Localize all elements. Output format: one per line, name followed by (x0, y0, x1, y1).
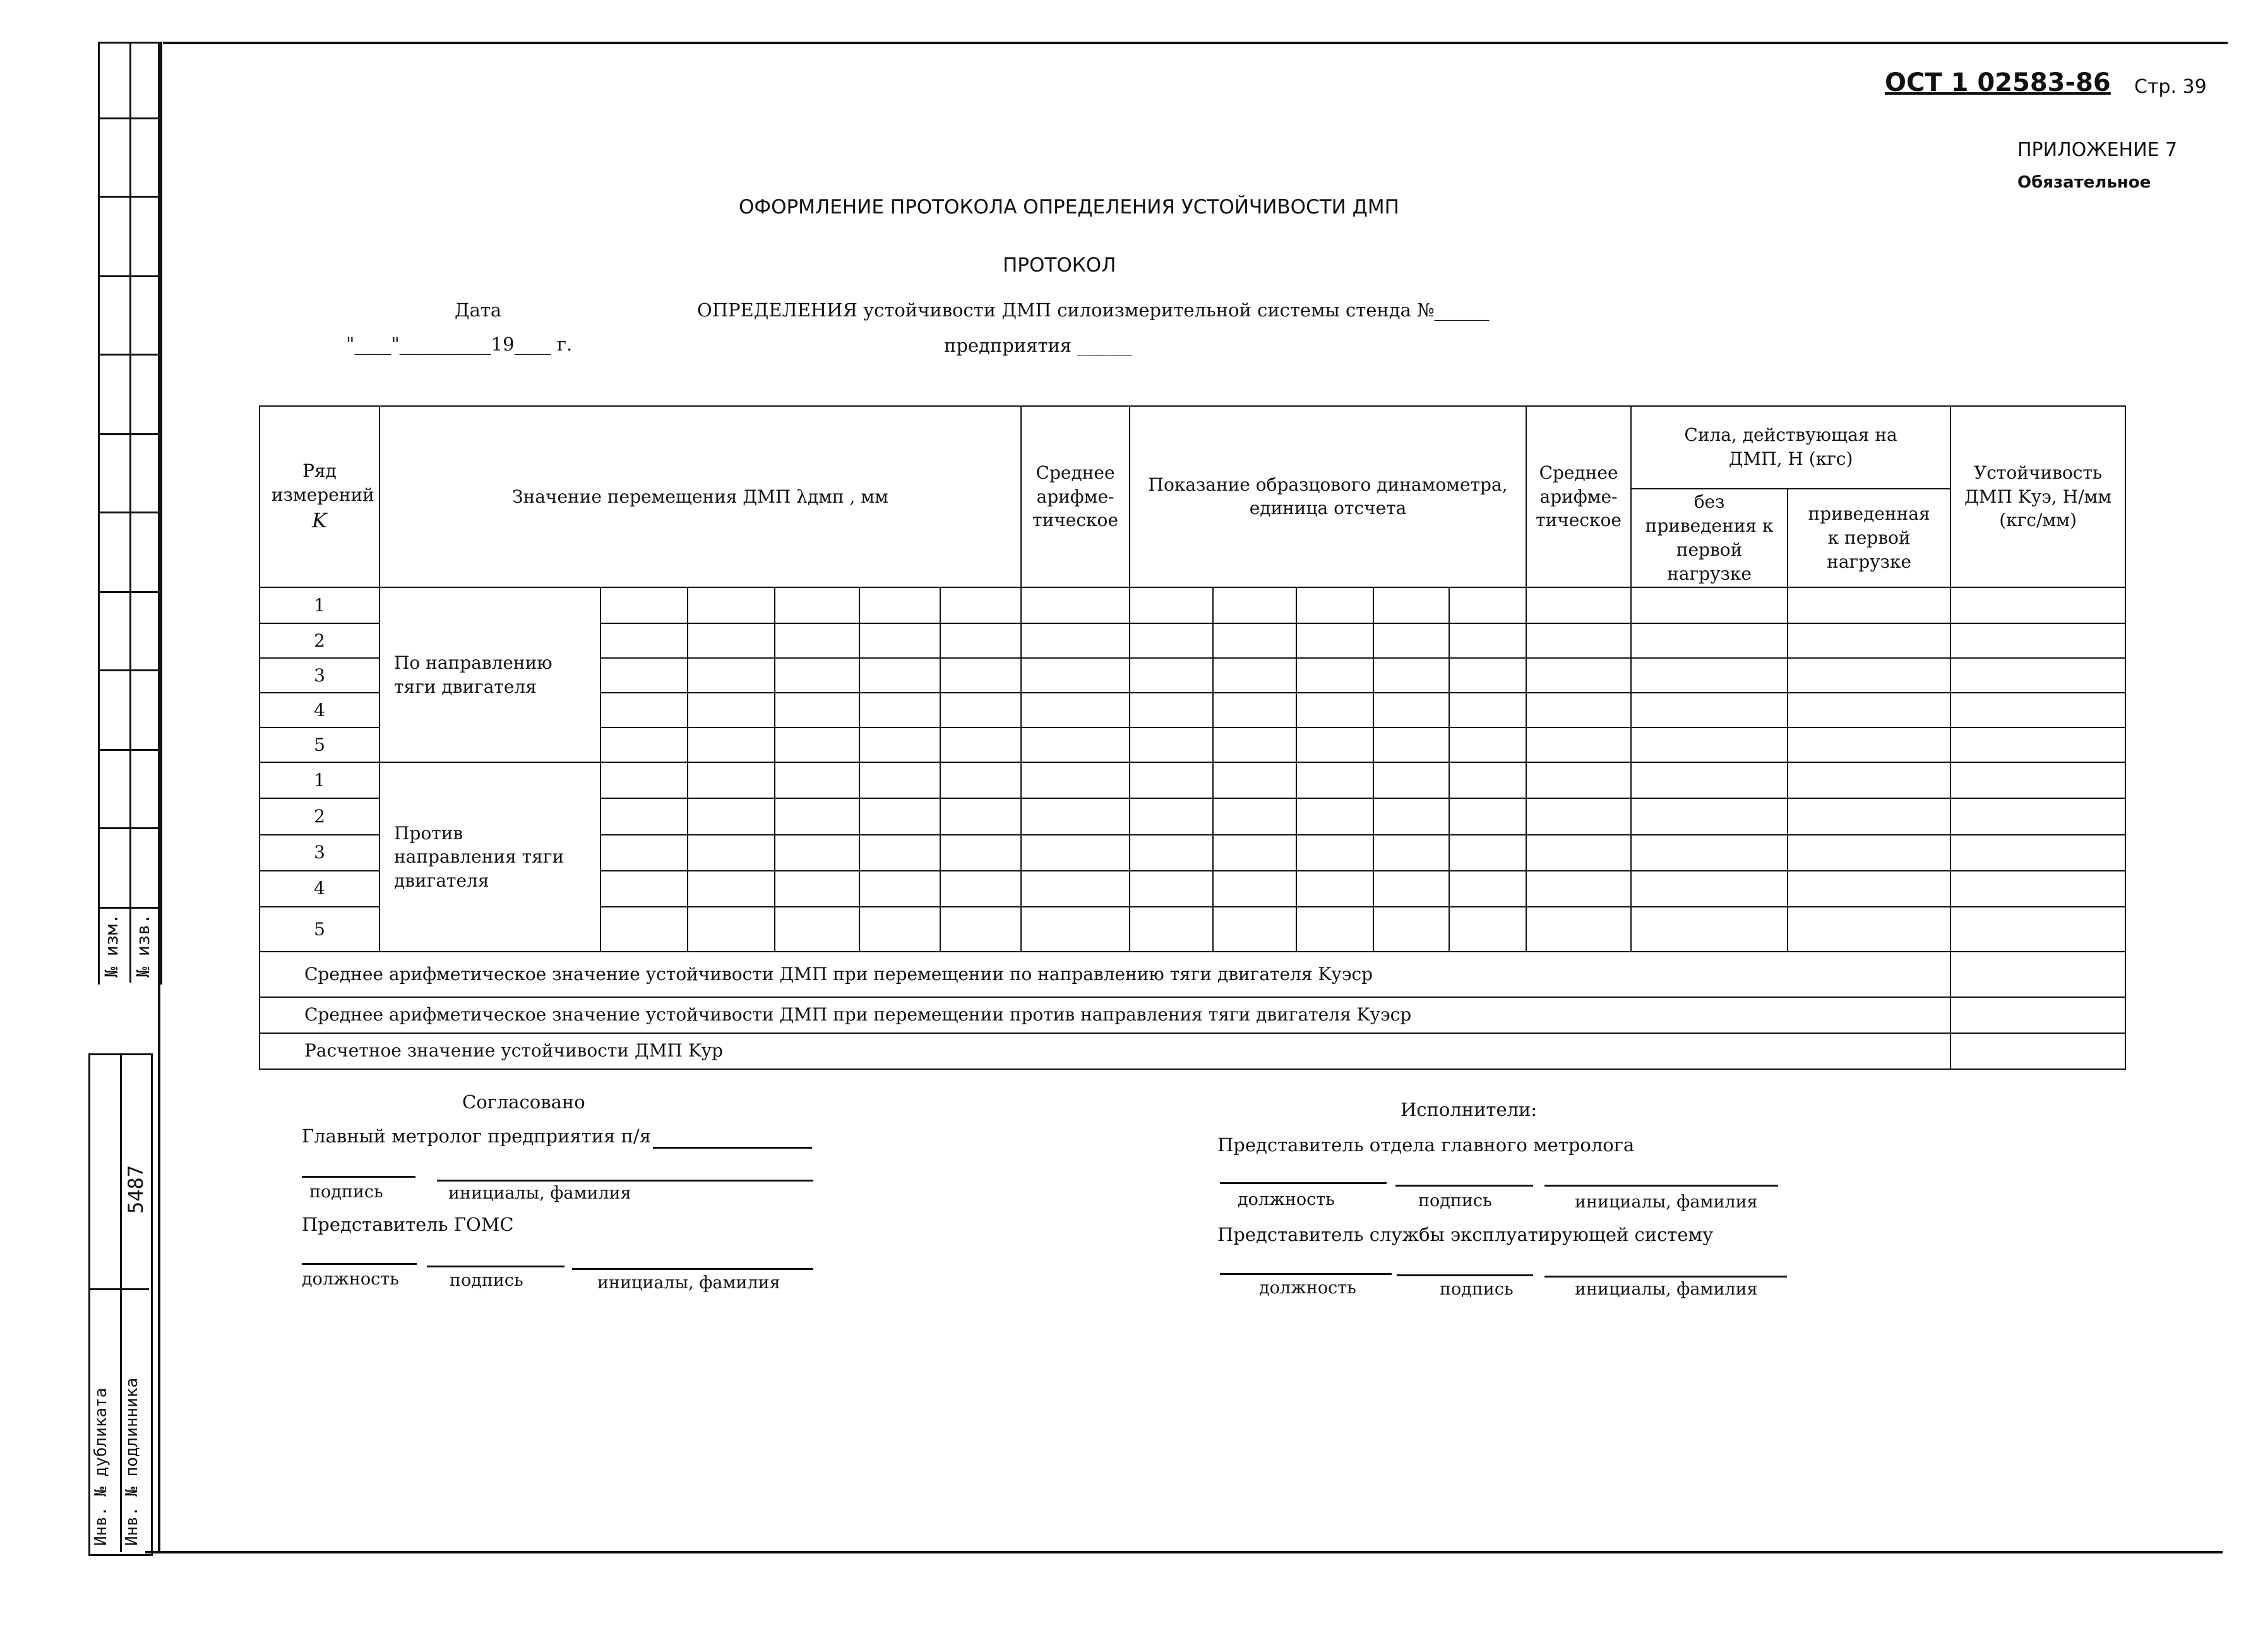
summary-row-forward: Среднее арифметическое значение устойчивости ДМП при перемещении по направлению тяги двигателя Kуэср (260, 952, 1950, 997)
position-line[interactable] (1220, 1273, 1392, 1275)
data-cell[interactable] (1296, 835, 1373, 871)
data-cell[interactable] (688, 623, 775, 658)
data-cell[interactable] (688, 798, 775, 834)
data-cell[interactable] (1631, 658, 1788, 693)
group2-label: Против направления тяги двигателя (379, 762, 600, 952)
side-strip-cell-line (98, 669, 158, 671)
initials-line[interactable] (1544, 1185, 1778, 1187)
header-force-no-reduction: без приведения к первой нагрузке (1631, 489, 1788, 587)
data-cell[interactable] (1213, 587, 1296, 623)
header-row-label: Ряд измерений (272, 460, 374, 505)
enterprise-line: предприятия ______ (944, 335, 1133, 356)
data-cell[interactable] (775, 727, 859, 762)
data-cell[interactable] (1021, 658, 1130, 693)
data-cell[interactable] (1296, 762, 1373, 798)
data-cell[interactable] (775, 835, 859, 871)
data-cell[interactable] (1296, 798, 1373, 834)
data-cell[interactable] (1449, 587, 1526, 623)
data-cell[interactable] (940, 658, 1021, 693)
data-cell[interactable] (600, 623, 688, 658)
data-cell[interactable] (1788, 587, 1950, 623)
data-cell[interactable] (775, 871, 859, 907)
position-caption: должность (302, 1269, 399, 1289)
data-cell[interactable] (600, 762, 688, 798)
position-caption: должность (1238, 1190, 1335, 1209)
data-cell[interactable] (1296, 907, 1373, 952)
data-cell[interactable] (1449, 762, 1526, 798)
data-cell[interactable] (1526, 835, 1631, 871)
data-cell[interactable] (775, 762, 859, 798)
data-cell[interactable] (1950, 727, 2125, 762)
data-cell[interactable] (1373, 798, 1449, 834)
data-cell[interactable] (1296, 623, 1373, 658)
data-cell[interactable] (775, 658, 859, 693)
data-cell[interactable] (859, 623, 940, 658)
data-cell[interactable] (859, 871, 940, 907)
row-number: 3 (260, 835, 379, 871)
date-line: "____"__________19____ г. (346, 333, 573, 355)
summary-row-calculated: Расчетное значение устойчивости ДМП Kур (260, 1033, 1950, 1069)
row-number: 4 (260, 693, 379, 727)
data-cell[interactable] (1373, 835, 1449, 871)
row-number: 4 (260, 871, 379, 907)
data-cell[interactable] (1526, 587, 1631, 623)
data-cell[interactable] (1021, 623, 1130, 658)
initials-caption: инициалы, фамилия (1575, 1192, 1758, 1212)
executors-label: Исполнители: (1401, 1099, 1538, 1120)
data-cell[interactable] (1950, 623, 2125, 658)
data-cell[interactable] (1130, 907, 1213, 952)
row-number: 2 (260, 798, 379, 834)
data-cell[interactable] (1788, 658, 1950, 693)
data-cell[interactable] (859, 693, 940, 727)
header-displacement: Значение перемещения ДМП λдмп , мм (379, 406, 1021, 587)
data-cell[interactable] (1449, 835, 1526, 871)
data-cell[interactable] (1373, 587, 1449, 623)
data-cell[interactable] (1213, 658, 1296, 693)
data-cell[interactable] (940, 727, 1021, 762)
initials-line[interactable] (437, 1180, 813, 1182)
doc-number: 5487 (124, 1164, 148, 1214)
position-line[interactable] (1220, 1182, 1387, 1184)
data-cell[interactable] (859, 835, 940, 871)
side-strip-cell-line (98, 749, 158, 751)
frame-bottom-line (145, 1551, 2223, 1553)
initials-caption: инициалы, фамилия (1575, 1279, 1758, 1299)
data-cell[interactable] (688, 907, 775, 952)
header-row-symbol: K (312, 508, 327, 532)
definition-line: ОПРЕДЕЛЕНИЯ устойчивости ДМП силоизмерительной системы стенда №______ (697, 299, 1490, 321)
data-cell[interactable] (1449, 693, 1526, 727)
data-cell[interactable] (600, 727, 688, 762)
initials-caption: инициалы, фамилия (448, 1183, 631, 1203)
page-title: ОФОРМЛЕНИЕ ПРОТОКОЛА ОПРЕДЕЛЕНИЯ УСТОЙЧИВОСТИ ДМП (739, 196, 1399, 218)
data-cell[interactable] (1950, 658, 2125, 693)
data-cell[interactable] (940, 693, 1021, 727)
data-cell[interactable] (1130, 798, 1213, 834)
data-cell[interactable] (1373, 693, 1449, 727)
data-cell[interactable] (859, 762, 940, 798)
data-cell[interactable] (600, 658, 688, 693)
data-cell[interactable] (1296, 871, 1373, 907)
notice-no-label: № изв. (133, 913, 153, 978)
data-cell[interactable] (1526, 798, 1631, 834)
mandatory-label: Обязательное (2017, 173, 2151, 192)
data-cell[interactable] (1631, 693, 1788, 727)
data-cell[interactable] (1213, 907, 1296, 952)
data-cell[interactable] (1130, 727, 1213, 762)
date-label: Дата (455, 299, 502, 321)
position-caption: должность (1259, 1278, 1356, 1298)
position-line[interactable] (302, 1263, 417, 1265)
data-cell[interactable] (859, 587, 940, 623)
data-cell[interactable] (1631, 835, 1788, 871)
dup-inv-label: Инв. № дубликата (92, 1387, 111, 1546)
data-cell[interactable] (1788, 871, 1950, 907)
data-cell[interactable] (1130, 835, 1213, 871)
summary-value-backward[interactable] (1950, 997, 2125, 1033)
data-cell[interactable] (688, 871, 775, 907)
row-number: 1 (260, 762, 379, 798)
data-cell[interactable] (688, 587, 775, 623)
data-cell[interactable] (1631, 798, 1788, 834)
header-stability: Устойчивость ДМП Kуэ, Н/мм (кгс/мм) (1950, 406, 2125, 587)
data-cell[interactable] (1296, 658, 1373, 693)
side-strip-lower-hline (88, 1288, 149, 1290)
data-cell[interactable] (1213, 623, 1296, 658)
operator-rep-label: Представитель службы эксплуатирующей систему (1217, 1224, 1714, 1245)
data-cell[interactable] (1373, 658, 1449, 693)
data-cell[interactable] (1950, 798, 2125, 834)
initials-line[interactable] (1544, 1276, 1787, 1278)
row-number: 3 (260, 658, 379, 693)
data-cell[interactable] (1373, 727, 1449, 762)
sign-caption: подпись (1440, 1279, 1514, 1299)
data-cell[interactable] (1213, 727, 1296, 762)
side-strip-cell-line (98, 591, 158, 593)
data-cell[interactable] (1213, 762, 1296, 798)
data-cell[interactable] (1449, 658, 1526, 693)
data-cell[interactable] (1449, 871, 1526, 907)
row-number: 5 (260, 727, 379, 762)
data-cell[interactable] (1631, 871, 1788, 907)
header-dynamometer: Показание образцового динамометра, единица отсчета (1130, 406, 1526, 587)
data-cell[interactable] (1631, 587, 1788, 623)
data-cell[interactable] (1021, 587, 1130, 623)
data-cell[interactable] (1296, 727, 1373, 762)
orig-inv-label: Инв. № подлинника (122, 1377, 141, 1546)
data-cell[interactable] (1373, 623, 1449, 658)
data-cell[interactable] (688, 762, 775, 798)
side-strip-cell-line (98, 433, 158, 435)
data-cell[interactable] (1950, 835, 2125, 871)
data-cell[interactable] (1631, 623, 1788, 658)
data-cell[interactable] (1631, 762, 1788, 798)
summary-row-backward: Среднее арифметическое значение устойчивости ДМП при перемещении против направления тяги двигателя Kуэср (260, 997, 1950, 1033)
data-cell[interactable] (859, 907, 940, 952)
data-cell[interactable] (1788, 623, 1950, 658)
header-mean-1: Среднее арифме-тическое (1021, 406, 1130, 587)
side-strip-cell-line (98, 827, 158, 829)
data-cell[interactable] (1021, 835, 1130, 871)
data-cell[interactable] (775, 623, 859, 658)
data-cell[interactable] (1130, 871, 1213, 907)
summary-value-forward[interactable] (1950, 952, 2125, 997)
data-cell[interactable] (1950, 693, 2125, 727)
data-cell[interactable] (688, 693, 775, 727)
data-cell[interactable] (688, 835, 775, 871)
chief-metrologist-line[interactable] (653, 1147, 812, 1149)
data-cell[interactable] (600, 693, 688, 727)
frame-top-line (163, 42, 2228, 44)
data-cell[interactable] (1449, 727, 1526, 762)
data-cell[interactable] (1130, 693, 1213, 727)
data-cell[interactable] (1373, 907, 1449, 952)
side-strip-cell-line (98, 354, 158, 356)
data-cell[interactable] (600, 907, 688, 952)
group1-label: По направлению тяги двигателя (379, 587, 600, 762)
row-number: 5 (260, 907, 379, 952)
data-cell[interactable] (1213, 835, 1296, 871)
data-cell[interactable] (1788, 693, 1950, 727)
data-cell[interactable] (1021, 693, 1130, 727)
sign-line[interactable] (1397, 1274, 1533, 1276)
data-cell[interactable] (1788, 727, 1950, 762)
sign-caption: подпись (309, 1182, 383, 1202)
data-cell[interactable] (1950, 587, 2125, 623)
page-number: Стр. 39 (2134, 76, 2207, 98)
sign-line[interactable] (302, 1176, 415, 1178)
data-cell[interactable] (600, 871, 688, 907)
header-force: Сила, действующая на ДМП, Н (кгс) (1631, 406, 1950, 489)
data-cell[interactable] (1296, 587, 1373, 623)
data-cell[interactable] (940, 907, 1021, 952)
data-cell[interactable] (1021, 762, 1130, 798)
data-cell[interactable] (1449, 798, 1526, 834)
data-cell[interactable] (1021, 727, 1130, 762)
data-cell[interactable] (1526, 762, 1631, 798)
data-cell[interactable] (1788, 762, 1950, 798)
data-cell[interactable] (600, 835, 688, 871)
sign-caption: подпись (1418, 1191, 1492, 1211)
data-cell[interactable] (1788, 907, 1950, 952)
side-strip-cell-line (98, 196, 158, 198)
gomc-rep-label: Представитель ГОМС (302, 1214, 514, 1235)
protocol-label: ПРОТОКОЛ (1003, 254, 1116, 277)
data-cell[interactable] (1130, 762, 1213, 798)
data-cell[interactable] (859, 727, 940, 762)
data-cell[interactable] (1526, 907, 1631, 952)
data-cell[interactable] (1950, 762, 2125, 798)
data-cell[interactable] (940, 587, 1021, 623)
data-cell[interactable] (600, 587, 688, 623)
data-cell[interactable] (1449, 623, 1526, 658)
data-cell[interactable] (775, 693, 859, 727)
header-mean-2: Среднее арифме-тическое (1526, 406, 1631, 587)
data-cell[interactable] (1526, 727, 1631, 762)
data-cell[interactable] (1021, 907, 1130, 952)
header-row-col (260, 406, 379, 587)
initials-line[interactable] (572, 1268, 813, 1270)
data-cell[interactable] (1373, 871, 1449, 907)
data-cell[interactable] (1130, 658, 1213, 693)
data-cell[interactable] (1950, 871, 2125, 907)
data-cell[interactable] (775, 907, 859, 952)
side-strip-cell-line (98, 907, 158, 909)
data-cell[interactable] (1021, 798, 1130, 834)
data-cell[interactable] (940, 835, 1021, 871)
data-cell[interactable] (1526, 623, 1631, 658)
data-cell[interactable] (940, 623, 1021, 658)
data-cell[interactable] (859, 658, 940, 693)
data-cell[interactable] (1213, 798, 1296, 834)
data-cell[interactable] (1526, 871, 1631, 907)
data-cell[interactable] (688, 727, 775, 762)
row-number: 1 (260, 587, 379, 623)
data-cell[interactable] (688, 658, 775, 693)
side-strip-lower-divider (120, 1053, 122, 1552)
data-cell[interactable] (940, 798, 1021, 834)
metrology-rep-label: Представитель отдела главного метролога (1217, 1134, 1635, 1156)
chief-metrologist-label: Главный метролог предприятия п/я (302, 1125, 651, 1147)
data-cell[interactable] (940, 871, 1021, 907)
row-number: 2 (260, 623, 379, 658)
side-strip-cell-line (98, 275, 158, 277)
data-cell[interactable] (1373, 762, 1449, 798)
agreed-label: Согласовано (462, 1091, 585, 1113)
header-force-reduced: приведенная к первой нагрузке (1788, 489, 1950, 587)
protocol-table (259, 405, 2126, 1070)
data-cell[interactable] (1296, 693, 1373, 727)
doc-code: ОСТ 1 02583-86 (1885, 68, 2111, 97)
data-cell[interactable] (859, 798, 940, 834)
sign-line[interactable] (1395, 1185, 1533, 1187)
data-cell[interactable] (1213, 693, 1296, 727)
data-cell[interactable] (1631, 727, 1788, 762)
data-cell[interactable] (1526, 658, 1631, 693)
data-cell[interactable] (775, 587, 859, 623)
data-cell[interactable] (1213, 871, 1296, 907)
data-cell[interactable] (1449, 907, 1526, 952)
change-no-label: № изм. (101, 913, 122, 978)
side-strip-cell-line (98, 512, 158, 513)
data-cell[interactable] (940, 762, 1021, 798)
data-cell[interactable] (1130, 623, 1213, 658)
data-cell[interactable] (1950, 907, 2125, 952)
summary-value-calculated[interactable] (1950, 1033, 2125, 1069)
initials-caption: инициалы, фамилия (597, 1273, 780, 1293)
data-cell[interactable] (1021, 871, 1130, 907)
data-cell[interactable] (775, 798, 859, 834)
data-cell[interactable] (1526, 693, 1631, 727)
data-cell[interactable] (1631, 907, 1788, 952)
side-strip-cell-line (98, 117, 158, 119)
sign-line[interactable] (427, 1266, 564, 1267)
data-cell[interactable] (1788, 798, 1950, 834)
appendix-label: ПРИЛОЖЕНИЕ 7 (2017, 139, 2178, 161)
data-cell[interactable] (600, 798, 688, 834)
data-cell[interactable] (1130, 587, 1213, 623)
sign-caption: подпись (450, 1271, 523, 1290)
data-cell[interactable] (1788, 835, 1950, 871)
